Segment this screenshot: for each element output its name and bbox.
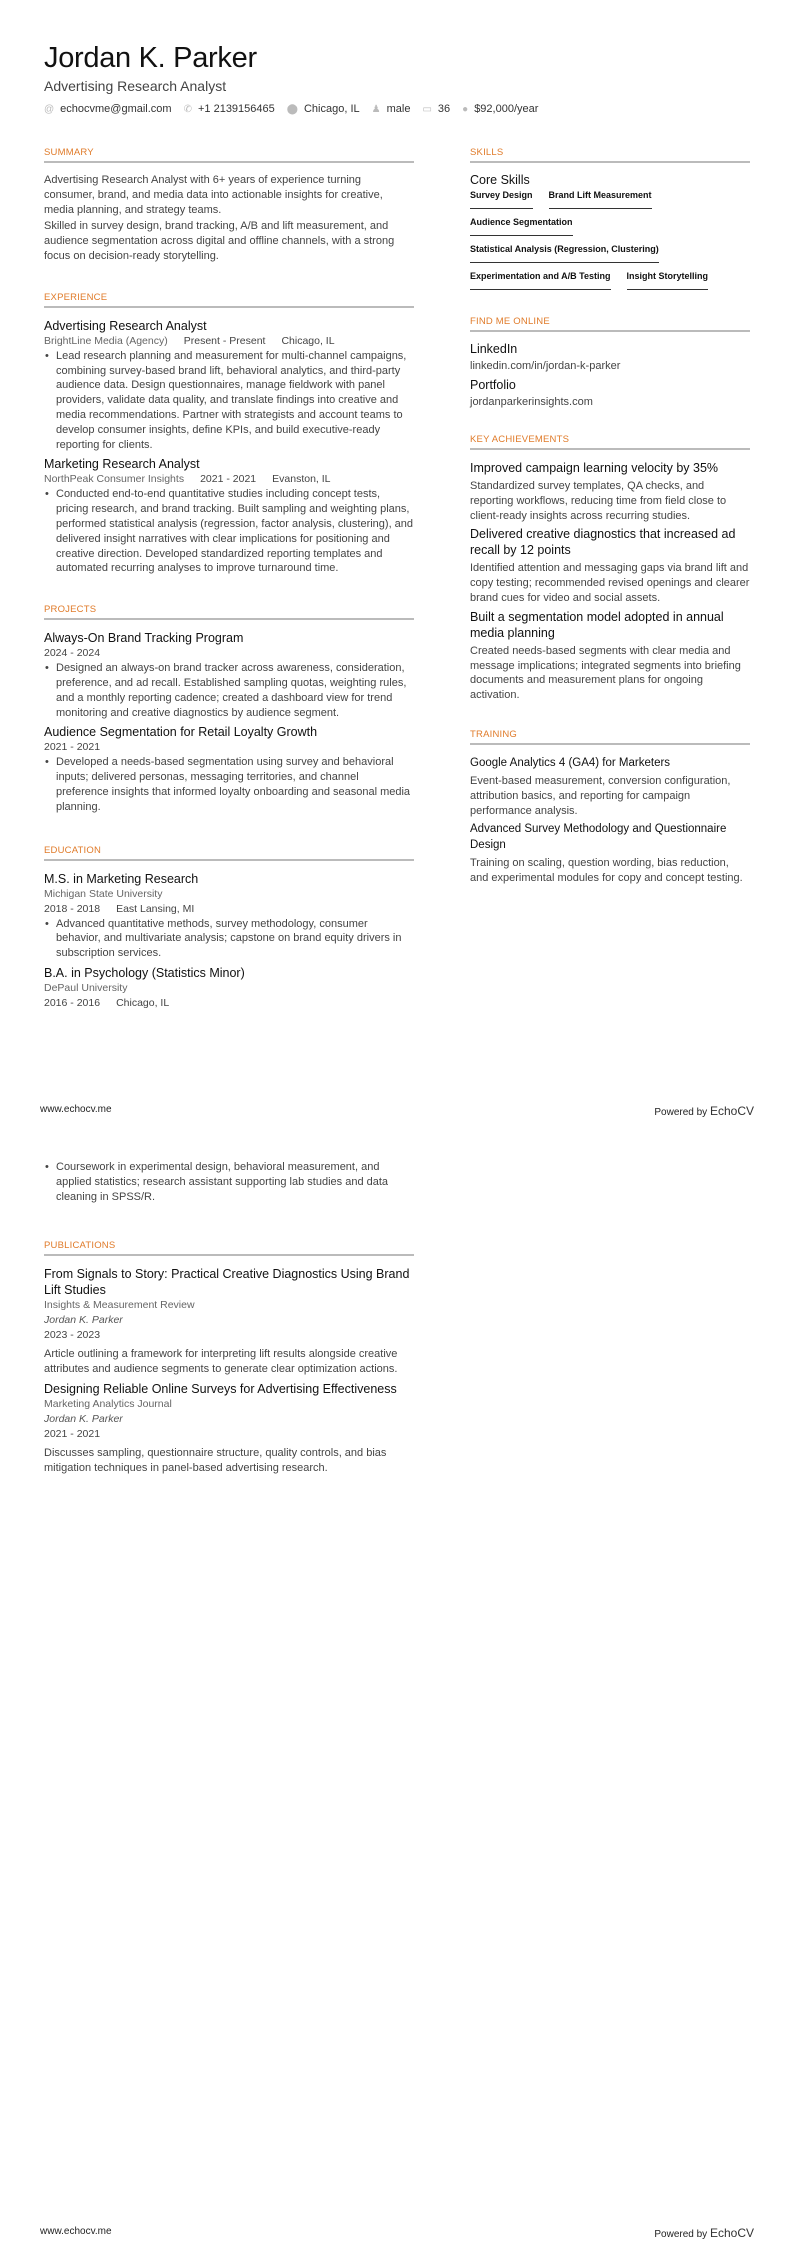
resume-page-2 <box>0 1123 794 2246</box>
contact-phone[interactable]: +1 2139156465 <box>197 103 275 115</box>
skill-tag: Audience Segmentation <box>470 217 573 236</box>
page-footer <box>40 2226 754 2240</box>
contact-location: Chicago, IL <box>303 103 360 115</box>
achievement-title: Built a segmentation model adopted in annual media planning <box>470 609 724 640</box>
author: Jordan K. Parker <box>44 1314 123 1327</box>
bullet: • Advanced quantitative methods, survey methodology, consumer behavior, and multivariate analysis; capstone on brand equity drivers in subscription services. <box>44 917 414 961</box>
section-heading: SKILLS <box>470 147 750 163</box>
powered-by: Powered by EchoCV <box>654 2226 754 2240</box>
experience-item <box>44 456 414 576</box>
link-label: Portfolio <box>470 378 516 392</box>
linkedin-link[interactable]: linkedin.com/in/jordan-k-parker <box>470 360 621 372</box>
achievement-text: Standardized survey templates, QA checks, and reporting workflows, reducing time from field close to client-ready insights across recurring studies. <box>470 480 727 522</box>
skill-tag: Survey Design <box>470 190 533 209</box>
school: Michigan State University <box>44 887 163 900</box>
training-title: Advanced Survey Methodology and Questionnaire Design <box>470 823 727 852</box>
contact-salary: $92,000/year <box>474 103 539 115</box>
contact-bar <box>44 103 550 115</box>
skill-tag: Insight Storytelling <box>627 271 709 290</box>
training-title: Google Analytics 4 (GA4) for Marketers <box>470 756 671 769</box>
summary-text: Skilled in survey design, brand tracking, A/B and lift measurement, and audience segmentation across digital and offline channels, with a strong focus on decision-ready storytelling. <box>44 220 395 262</box>
contact-age: 36 <box>437 103 451 115</box>
author: Jordan K. Parker <box>44 1412 123 1425</box>
contact-email[interactable]: echocvme@gmail.com <box>60 103 172 115</box>
dates: 2021 - 2021 <box>44 741 101 754</box>
dates: Present - Present <box>183 334 266 347</box>
section-heading: PUBLICATIONS <box>44 1240 414 1256</box>
location-icon: ⬤ <box>286 103 298 115</box>
degree: M.S. in Marketing Research <box>44 871 199 886</box>
education-item <box>44 965 414 1011</box>
location: Chicago, IL <box>116 996 170 1009</box>
contact-gender: male <box>386 103 411 115</box>
bullet: • Conducted end-to-end quantitative studies including concept tests, pricing research, and brand tracking. Built sampling and weighting plans, performed statistical analysis (regression, factor analysis, clustering), and delivered insight narratives with clear implications for positioning and creative direction. Developed standardized reporting templates and automated recurring analyses to improve turnaround time. <box>44 487 414 576</box>
publication-item <box>44 1381 414 1476</box>
candidate-name: Jordan K. Parker <box>44 42 257 74</box>
bullet: • Designed an always-on brand tracker across awareness, consideration, preference, and ad recall. Established sampling quotas, weighting rules, and a monthly reporting cadence; created a dashboard view for trend monitoring and creative diagnostics by audience segment. <box>44 661 414 720</box>
experience-section <box>44 292 414 576</box>
section-heading: FIND ME ONLINE <box>470 316 750 332</box>
achievement-text: Identified attention and messaging gaps via brand lift and copy testing; recommended revised openings and clearer brand cues for video and social assets. <box>470 562 750 604</box>
job-title: Advertising Research Analyst <box>44 318 207 333</box>
publication-title: From Signals to Story: Practical Creative Diagnostics Using Brand Lift Studies <box>44 1267 410 1298</box>
bullet: • Developed a needs-based segmentation using survey and behavioral inputs; delivered personas, messaging territories, and channel preference insights that informed loyalty onboarding and seasonal media planning. <box>44 755 414 814</box>
phone-icon: ✆ <box>183 103 192 115</box>
dollar-icon: ● <box>462 103 469 115</box>
section-heading: KEY ACHIEVEMENTS <box>470 434 750 450</box>
location: Chicago, IL <box>281 334 335 347</box>
project-item <box>44 630 414 720</box>
left-column <box>44 147 414 1037</box>
calendar-icon: ▭ <box>422 103 432 115</box>
achievement-title: Improved campaign learning velocity by 35% <box>470 461 719 475</box>
right-column <box>470 147 750 912</box>
dates: 2023 - 2023 <box>44 1329 101 1342</box>
dates: 2016 - 2016 <box>44 996 101 1009</box>
achievement-text: Created needs-based segments with clear media and message implications; integrated segments into briefing documents and measurement plans for ongoing activation. <box>470 644 741 702</box>
job-title: Marketing Research Analyst <box>44 457 200 472</box>
summary-section <box>44 147 414 264</box>
dates: 2021 - 2021 <box>44 1427 101 1440</box>
section-heading: PROJECTS <box>44 604 414 620</box>
experience-item <box>44 318 414 453</box>
skill-tag: Brand Lift Measurement <box>549 190 652 209</box>
summary-text: Advertising Research Analyst with 6+ years of experience turning consumer, brand, and media data into actionable insights for creative, media planning, and strategy teams. <box>44 174 383 216</box>
footer-site-link[interactable]: www.echocv.me <box>40 1104 112 1115</box>
link-label: LinkedIn <box>470 342 518 356</box>
publisher: Marketing Analytics Journal <box>44 1397 172 1410</box>
brand-logo: EchoCV <box>709 2226 754 2240</box>
portfolio-link[interactable]: jordanparkerinsights.com <box>470 396 593 408</box>
section-heading: TRAINING <box>470 729 750 745</box>
projects-section <box>44 604 414 814</box>
project-title: Always-On Brand Tracking Program <box>44 631 244 646</box>
training-text: Training on scaling, question wording, bias reduction, and experimental modules for copy and concept testing. <box>470 857 743 885</box>
skill-tag: Experimentation and A/B Testing <box>470 271 611 290</box>
section-heading: SUMMARY <box>44 147 414 163</box>
footer-site-link[interactable]: www.echocv.me <box>40 2226 112 2237</box>
location: Evanston, IL <box>272 473 331 486</box>
skills-section <box>470 147 750 290</box>
section-heading: EXPERIENCE <box>44 292 414 308</box>
dates: 2018 - 2018 <box>44 902 101 915</box>
page-footer <box>40 1104 754 1118</box>
publication-text: Discusses sampling, questionnaire structure, quality controls, and bias mitigation techniques in panel-based advertising research. <box>44 1446 387 1474</box>
powered-by: Powered by EchoCV <box>654 1104 754 1118</box>
publications-section <box>44 1240 414 1475</box>
achievement-title: Delivered creative diagnostics that increased ad recall by 12 points <box>470 527 736 558</box>
bullet: • Coursework in experimental design, behavioral measurement, and applied statistics; research assistant supporting lab studies and data cleaning in SPSS/R. <box>44 1160 414 1204</box>
training-section <box>470 729 750 886</box>
skill-tag: Statistical Analysis (Regression, Clustering) <box>470 244 659 263</box>
left-column <box>44 1160 414 1502</box>
project-item <box>44 724 414 814</box>
publication-title: Designing Reliable Online Surveys for Advertising Effectiveness <box>44 1381 397 1396</box>
school: DePaul University <box>44 981 128 994</box>
at-icon: @ <box>44 103 55 115</box>
publisher: Insights & Measurement Review <box>44 1299 195 1312</box>
achievements-section <box>470 434 750 703</box>
degree: B.A. in Psychology (Statistics Minor) <box>44 965 245 980</box>
project-title: Audience Segmentation for Retail Loyalty Growth <box>44 725 318 740</box>
bullet: • Lead research planning and measurement for multi-channel campaigns, combining survey-based brand lift, behavioral analytics, and third-party audience data. Design questionnaires, manage fieldwork with panel providers, validate data quality, and translate findings into creative and media recommendations. Partner with strategists and account teams to develop consumer insights, define KPIs, and build executive-ready reporting for clients. <box>44 349 414 453</box>
company: NorthPeak Consumer Insights <box>44 473 185 486</box>
publication-text: Article outlining a framework for interpreting lift results alongside creative attributes and audience segments to generate clear optimization actions. <box>44 1348 398 1376</box>
training-text: Event-based measurement, conversion configuration, attribution basics, and reporting for campaign performance analysis. <box>470 774 731 817</box>
company: BrightLine Media (Agency) <box>44 334 168 347</box>
section-heading: EDUCATION <box>44 845 414 861</box>
publication-item <box>44 1266 414 1377</box>
person-icon: ♟ <box>371 103 381 115</box>
location: East Lansing, MI <box>116 902 195 915</box>
education-item <box>44 871 414 961</box>
dates: 2024 - 2024 <box>44 647 101 660</box>
dates: 2021 - 2021 <box>200 473 257 486</box>
education-section <box>44 845 414 1011</box>
brand-logo: EchoCV <box>709 1104 754 1118</box>
candidate-title: Advertising Research Analyst <box>44 78 227 94</box>
skills-group-title: Core Skills <box>470 173 530 187</box>
online-section <box>470 316 750 408</box>
